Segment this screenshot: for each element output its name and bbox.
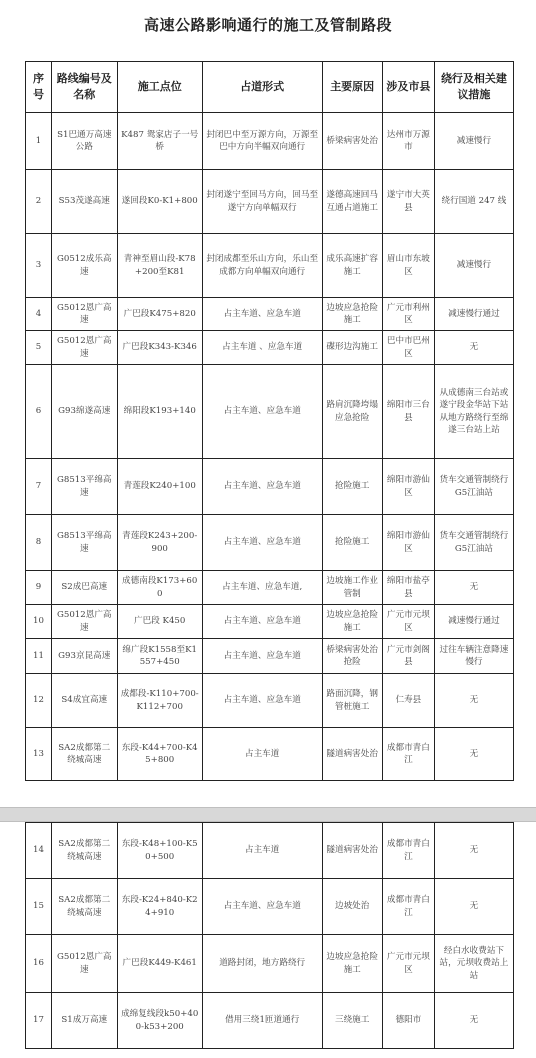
cell-point: 遂回段K0-K1+800 <box>117 170 202 234</box>
cell-route: S2成巴高速 <box>52 571 118 605</box>
cell-route: G0512成乐高速 <box>52 234 118 298</box>
cell-reason: 三绕施工 <box>322 993 382 1049</box>
cell-reason: 隧道病害处治 <box>322 728 382 781</box>
table-row <box>26 113 514 170</box>
cell-reason: 抢险施工 <box>322 515 382 571</box>
cell-point: 成绵复线段k50+400-k53+200 <box>117 993 202 1049</box>
table-row <box>26 459 514 515</box>
header-no: 序号 <box>26 62 52 113</box>
cell-city: 绵阳市三台县 <box>382 365 434 459</box>
cell-city: 绵阳市游仙区 <box>382 515 434 571</box>
header-row <box>26 62 514 113</box>
cell-route: G93京昆高速 <box>52 639 118 674</box>
cell-reason: 边坡应急抢险施工 <box>322 935 382 993</box>
table-body-part-2 <box>26 823 514 1049</box>
cell-point: 广巴段K343-K346 <box>117 331 202 365</box>
table-row <box>26 993 514 1049</box>
cell-no: 9 <box>26 571 52 605</box>
cell-advice: 货车交通管制绕行G5江油站 <box>434 515 513 571</box>
cell-form: 封闭遂宁至回马方向，回马至遂宁方向单幅双行 <box>202 170 322 234</box>
table-row <box>26 515 514 571</box>
cell-reason: 桥梁病害处治抢险 <box>322 639 382 674</box>
cell-city: 绵阳市游仙区 <box>382 459 434 515</box>
cell-form: 道路封闭，地方路绕行 <box>202 935 322 993</box>
cell-advice: 过往车辆注意降速慢行 <box>434 639 513 674</box>
cell-reason: 路面沉降，钢管桩施工 <box>322 674 382 728</box>
cell-reason: 边坡应急抢险施工 <box>322 605 382 639</box>
table-row <box>26 879 514 935</box>
cell-form: 借用三绕1匝道通行 <box>202 993 322 1049</box>
cell-reason: 抢险施工 <box>322 459 382 515</box>
cell-reason: 遂德高速回马互通占道施工 <box>322 170 382 234</box>
cell-form: 占主车道、应急车道 <box>202 879 322 935</box>
cell-form: 占主车道、应急车道, <box>202 571 322 605</box>
cell-reason: 边坡应急抢险施工 <box>322 298 382 331</box>
cell-form: 占主车道 <box>202 728 322 781</box>
header-city: 涉及市县 <box>382 62 434 113</box>
cell-no: 10 <box>26 605 52 639</box>
cell-route: G8513平绵高速 <box>52 515 118 571</box>
table-row <box>26 605 514 639</box>
table-row <box>26 728 514 781</box>
cell-no: 8 <box>26 515 52 571</box>
cell-route: G5012恩广高速 <box>52 935 118 993</box>
cell-city: 绵阳市盐亭县 <box>382 571 434 605</box>
cell-route: G93绵遂高速 <box>52 365 118 459</box>
cell-city: 成都市青白江 <box>382 823 434 879</box>
cell-reason: 边坡施工作业管制 <box>322 571 382 605</box>
cell-form: 占主车道、应急车道 <box>202 365 322 459</box>
cell-advice: 货车交通管制绕行G5江油站 <box>434 459 513 515</box>
page-title: 高速公路影响通行的施工及管制路段 <box>143 16 392 34</box>
cell-city: 眉山市东坡区 <box>382 234 434 298</box>
cell-city: 广元市利州区 <box>382 298 434 331</box>
cell-form: 占主车道、应急车道 <box>202 298 322 331</box>
cell-form: 占主车道、应急车道 <box>202 674 322 728</box>
cell-no: 4 <box>26 298 52 331</box>
cell-point: 青莲段K243+200-900 <box>117 515 202 571</box>
cell-route: G5012恩广高速 <box>52 298 118 331</box>
cell-point: 广巴段K449-K461 <box>117 935 202 993</box>
cell-city: 达州市万源市 <box>382 113 434 170</box>
construction-table-part-2 <box>25 822 514 1049</box>
cell-point: 东段-K44+700-K45+800 <box>117 728 202 781</box>
header-advice: 绕行及相关建议措施 <box>434 62 513 113</box>
cell-no: 15 <box>26 879 52 935</box>
cell-reason: 边坡处治 <box>322 879 382 935</box>
cell-route: SA2成都第二绕城高速 <box>52 823 118 879</box>
table-row <box>26 935 514 993</box>
cell-advice: 减速慢行通过 <box>434 605 513 639</box>
cell-reason: 碟形边沟施工 <box>322 331 382 365</box>
cell-advice: 无 <box>434 879 513 935</box>
cell-city: 成都市青白江 <box>382 728 434 781</box>
header-point: 施工点位 <box>117 62 202 113</box>
cell-no: 11 <box>26 639 52 674</box>
cell-advice: 无 <box>434 993 513 1049</box>
cell-point: 东段-K48+100-K50+500 <box>117 823 202 879</box>
cell-route: S4成宜高速 <box>52 674 118 728</box>
header-route: 路线编号及名称 <box>52 62 118 113</box>
cell-form: 封闭成都至乐山方向，乐山至成都方向单幅双向通行 <box>202 234 322 298</box>
table-row <box>26 331 514 365</box>
table-row <box>26 298 514 331</box>
table-row <box>26 234 514 298</box>
cell-no: 17 <box>26 993 52 1049</box>
cell-no: 3 <box>26 234 52 298</box>
cell-form: 占主车道、应急车道 <box>202 605 322 639</box>
cell-reason: 路肩沉降垮塌应急抢险 <box>322 365 382 459</box>
cell-point: 绵广段K1558至K1557+450 <box>117 639 202 674</box>
table-row <box>26 170 514 234</box>
cell-route: G5012恩广高速 <box>52 331 118 365</box>
cell-no: 13 <box>26 728 52 781</box>
cell-city: 广元市剑阁县 <box>382 639 434 674</box>
cell-advice: 绕行国道 247 线 <box>434 170 513 234</box>
cell-no: 7 <box>26 459 52 515</box>
cell-form: 占主车道、应急车道 <box>202 515 322 571</box>
cell-point: 成德南段K173+600 <box>117 571 202 605</box>
cell-city: 广元市元坝区 <box>382 935 434 993</box>
cell-no: 1 <box>26 113 52 170</box>
cell-city: 成都市青白江 <box>382 879 434 935</box>
cell-point: 东段-K24+840-K24+910 <box>117 879 202 935</box>
cell-advice: 无 <box>434 823 513 879</box>
cell-city: 广元市元坝区 <box>382 605 434 639</box>
cell-advice: 经白水收费站下站，元坝收费站上站 <box>434 935 513 993</box>
table-body-part-1 <box>26 113 514 781</box>
cell-route: S1成万高速 <box>52 993 118 1049</box>
cell-form: 占主车道 、应急车道 <box>202 331 322 365</box>
construction-table-part-1 <box>25 61 514 781</box>
cell-reason: 隧道病害处治 <box>322 823 382 879</box>
cell-city: 巴中市巴州区 <box>382 331 434 365</box>
cell-route: SA2成都第二绕城高速 <box>52 879 118 935</box>
cell-advice: 无 <box>434 674 513 728</box>
cell-form: 封闭巴中至万源方向，万源至巴中方向半幅双向通行 <box>202 113 322 170</box>
header-form: 占道形式 <box>202 62 322 113</box>
cell-point: 青神至眉山段-K78+200至K81 <box>117 234 202 298</box>
cell-no: 6 <box>26 365 52 459</box>
cell-point: K487 鸳家店子一号桥 <box>117 113 202 170</box>
cell-no: 2 <box>26 170 52 234</box>
cell-point: 广巴段K475+820 <box>117 298 202 331</box>
cell-city: 德阳市 <box>382 993 434 1049</box>
table-row <box>26 674 514 728</box>
cell-route: S1巴通万高速公路 <box>52 113 118 170</box>
cell-route: G5012恩广高速 <box>52 605 118 639</box>
table-row <box>26 639 514 674</box>
cell-reason: 成乐高速扩容施工 <box>322 234 382 298</box>
page-break-divider <box>0 807 536 822</box>
table-row <box>26 365 514 459</box>
cell-point: 绵阳段K193+140 <box>117 365 202 459</box>
cell-advice: 无 <box>434 571 513 605</box>
cell-route: G8513平绵高速 <box>52 459 118 515</box>
cell-advice: 减速慢行 <box>434 113 513 170</box>
cell-city: 仁寿县 <box>382 674 434 728</box>
cell-city: 遂宁市大英县 <box>382 170 434 234</box>
cell-advice: 无 <box>434 331 513 365</box>
cell-advice: 无 <box>434 728 513 781</box>
cell-advice: 减速慢行通过 <box>434 298 513 331</box>
cell-no: 14 <box>26 823 52 879</box>
cell-reason: 桥梁病害处治 <box>322 113 382 170</box>
cell-no: 16 <box>26 935 52 993</box>
cell-route: SA2成都第二绕城高速 <box>52 728 118 781</box>
cell-no: 5 <box>26 331 52 365</box>
cell-point: 青莲段K240+100 <box>117 459 202 515</box>
cell-advice: 从成德南三台站或遂宁段金华站下站从地方路绕行至绵遂三台站上站 <box>434 365 513 459</box>
cell-point: 广巴段 K450 <box>117 605 202 639</box>
cell-advice: 减速慢行 <box>434 234 513 298</box>
cell-form: 占主车道 <box>202 823 322 879</box>
table-row <box>26 823 514 879</box>
cell-route: S53茂遂高速 <box>52 170 118 234</box>
table-row <box>26 571 514 605</box>
header-reason: 主要原因 <box>322 62 382 113</box>
cell-form: 占主车道、应急车道 <box>202 459 322 515</box>
cell-point: 成都段-K110+700-K112+700 <box>117 674 202 728</box>
cell-form: 占主车道、应急车道 <box>202 639 322 674</box>
cell-no: 12 <box>26 674 52 728</box>
